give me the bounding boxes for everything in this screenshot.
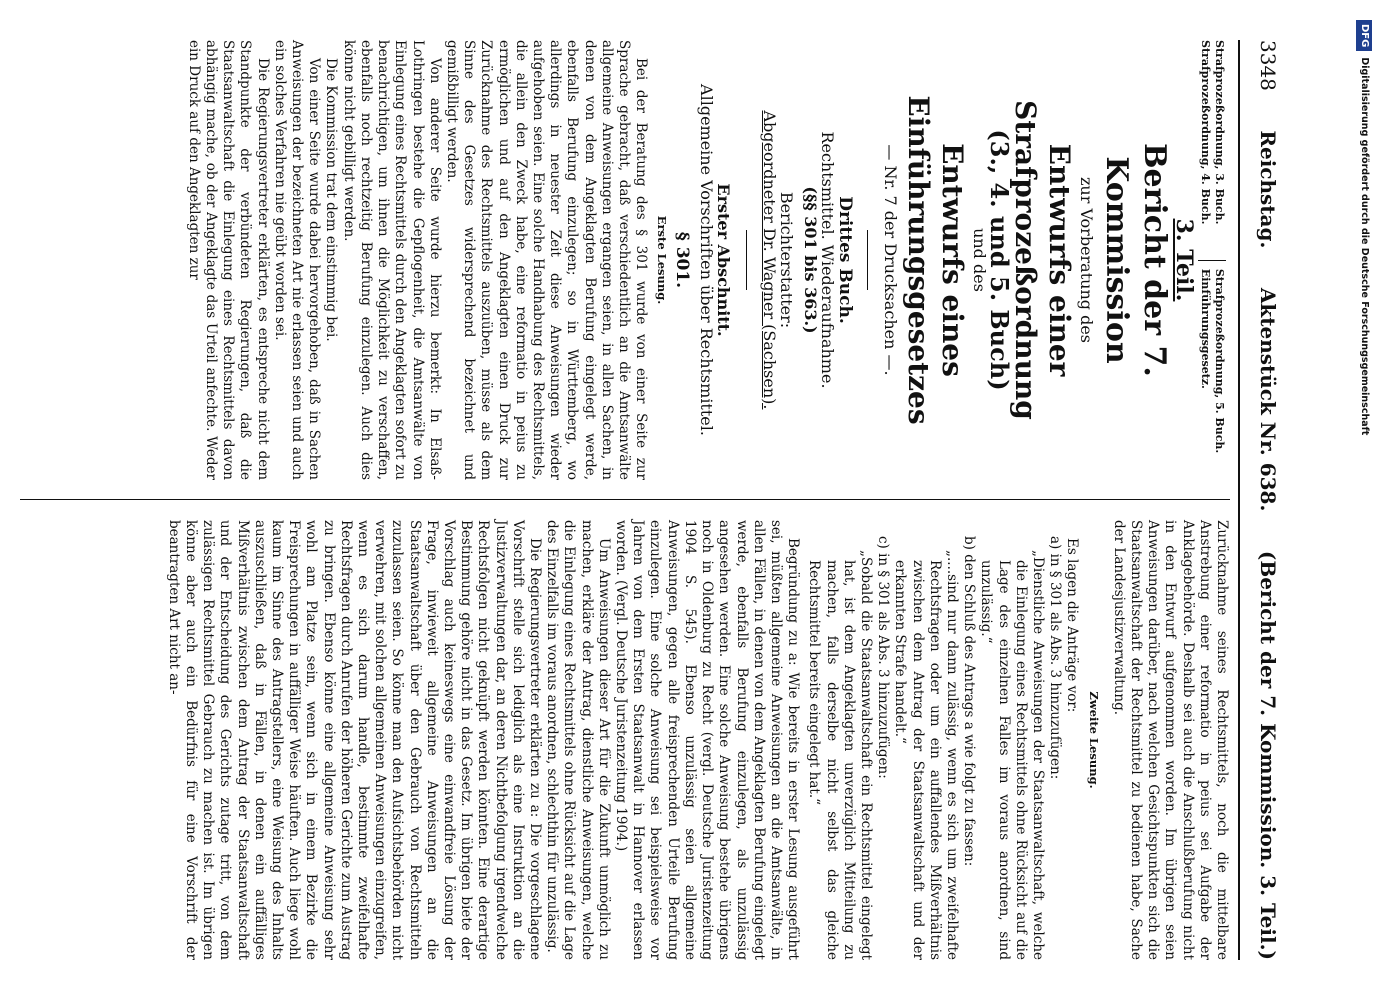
motion-a-label: a) in § 301 als Abs. 3 hinzuzufügen: bbox=[1047, 536, 1064, 780]
page-number: 3348 bbox=[1256, 40, 1280, 91]
draft-title-1: Entwurfs einer Strafprozeßordnung bbox=[1008, 100, 1076, 420]
motion-b-text: „....sind nur dann zulässig, wenn es sich um zweifelhafte Rechtsfragen oder um ein auffallendes Mißverhältnis zwischen dem Antrag der Staatsanwaltschaft und der erkannten Strafe handelt.“ bbox=[892, 550, 960, 960]
ref-item: Strafprozeßordnung, 3. Buch. bbox=[1213, 40, 1226, 225]
body-paragraph: Von einer Seite wurde dabei hervorgehoben, daß in Sachen Anweisungen der bezeichneten Art nie erlassen seien und auch ein solches Verfahren nie geübt worden sei. bbox=[271, 40, 323, 480]
body-paragraph: Zurücknahme seines Rechtsmittels, noch die mittelbare Anstrebung einer reformatio in peius sei Aufgabe der Anklagebehörde. Deshalb sei auch die Anschlußberufung nicht in den Entwurf aufgenommen worden. Im übrigen seien Anweisungen darüber, nach welchen Gesichtspunkten sich die Staatsanwaltschaft der Rechtsmittel zu bedienen habe, Sache der Landesjustizverwaltung. bbox=[1110, 520, 1230, 960]
book-subtitle: Rechtsmittel. Wiederaufnahme. bbox=[817, 131, 837, 389]
header-center: Aktenstück Nr. 638. bbox=[1256, 287, 1280, 512]
paragraph-heading: § 301. bbox=[671, 231, 692, 289]
header-right: (Bericht der 7. Kommission. 3. Teil.) bbox=[1256, 550, 1280, 960]
body-paragraph: Die Kommission trat dem einstimmig bei. bbox=[323, 58, 340, 342]
body-paragraph: Die Regierungsvertreter erklärten, es entspreche nicht dem Standpunkte der verbündeten Regierungen, daß die Staatsanwaltschaft die Einlegung eines Rechtsmittels davon abhängig mache, ob der Angeklagte das Urteil anfechte. Weder ein Druck auf den Angeklagten zur bbox=[185, 40, 271, 480]
part-heading: 3. Teil. bbox=[1171, 218, 1197, 302]
left-column bbox=[10, 40, 1230, 480]
ref-item: Einführungsgesetz. bbox=[1199, 268, 1212, 389]
divider bbox=[867, 230, 868, 290]
drucksachen-ref: — Nr. 7 der Drucksachen —. bbox=[881, 144, 901, 376]
cross-references bbox=[1198, 40, 1226, 480]
header-left: Reichstag. bbox=[1256, 130, 1280, 249]
reading-label: Zweite Lesung. bbox=[1086, 691, 1101, 789]
motion-c-label: c) in § 301 als Abs. 3 hinzuzufügen: bbox=[875, 536, 892, 779]
body-paragraph: Die Regierungsvertreter erklärten zu a: Die vorgeschlagene Vorschrift stelle sich lediglich als eine Instruktion an die Justizverwaltungen dar, an deren Nichtbefolgung irgendwelche Rechtsfolgen nicht geknüpft werden könnten. Eine derartige Bestimmung gehöre nicht in das Gesetz. Im übrigen biete der Vorschlag auch keineswegs eine einwandfreie Lösung der Frage, inwieweit allgemeine Anweisungen an die Staatsanwaltschaft über den Gebrauch von Rechtsmitteln zuzulassen seien. So könne man den Aufsichtsbehörden nicht verwehren, mit solchen allgemeinen Anweisungen einzugreifen, wenn es sich darum handle, bestimmte zweifelhafte Rechtsfragen durch Anrufen der höheren Gerichte zum Austrag zu bringen. Ebenso könne eine allgemeine Anweisung sehr wohl am Platze sein, wenn sich in einem Bezirke die Freisprechungen in auffälliger Weise häuften. Auch liege wohl kaum im Sinne des Antragstellers, eine Weisung des Inhalts auszuschließen, daß in Fällen, in denen ein auffälliges Mißverhältnis zwischen dem Antrag der Staatsanwaltschaft und der Entscheidung des Gerichts zutage tritt, von dem zulässigen Rechtsmittel Gebrauch zu machen ist. Im übrigen könne aber auch ein Bedürfnis für eine Vorschrift der beantragten Art nicht an- bbox=[165, 520, 544, 960]
divider bbox=[746, 230, 747, 290]
digitization-note: Digitalisierung gefördert durch die Deutsche Forschungsgemeinschaft bbox=[1359, 57, 1370, 436]
dfg-logo: DFG bbox=[1356, 20, 1372, 51]
title-zur: zur Vorberatung des bbox=[1076, 176, 1096, 344]
body-paragraph: Bei der Beratung des § 301 wurde von einer Seite zur Sprache gebracht, daß verschiedentlich an die Amtsanwälte allgemeine Anweisungen ergangen seien, in allen Sachen, in denen von dem Angeklagten Berufung eingelegt werde, ebenfalls Berufung einzulegen; so in Württemberg, wo allerdings in neuester Zeit diese Anweisungen wieder aufgehoben seien. Eine solche Handhabung des Rechtsmittels, die allein den Zweck habe, eine reformatio in peius zu ermöglichen und auf den Angeklagten einen Druck zur Zurücknahme des Rechtsmittels auszuüben, müsse als dem Sinne des Gesetzes widersprechend bezeichnet und gemißbilligt werden. bbox=[443, 40, 650, 480]
books-range: (3., 4. und 5. Buch) bbox=[984, 129, 1014, 391]
motions-intro: Es lagen die Anträge vor: bbox=[1064, 538, 1081, 713]
draft-title-2: Entwurfs eines Einführungsgesetzes bbox=[902, 95, 970, 425]
page-header bbox=[1246, 40, 1290, 960]
right-column bbox=[10, 520, 1230, 960]
reading-label: Erste Lesung. bbox=[655, 215, 670, 305]
rapporteur-label: Berichterstatter: bbox=[777, 191, 797, 329]
motion-c-text: „Sobald die Staatsanwaltschaft ein Rechtsmittel eingelegt hat, ist dem Angeklagten unverzüglich Mitteilung zu machen, falls derselbe nicht selbst das gleiche Rechtsmittel bereits eingelegt hat.“ bbox=[806, 550, 874, 960]
body-paragraph: Von anderer Seite wurde hierzu bemerkt: In Elsaß-Lothringen bestehe die Gepflogenheit, die Amtsanwälte von Einlegung eines Rechtsmittels durch den Angeklagten sofort zu benachrichtigen, um ihnen die Möglichkeit zu verschaffen, ebenfalls noch rechtzeitig Berufung einzulegen. Auch dies könne nicht gebilligt werden. bbox=[340, 40, 443, 480]
ref-item: Strafprozeßordnung, 5. Buch. bbox=[1213, 268, 1226, 454]
ref-item: Strafprozeßordnung, 4. Buch. bbox=[1199, 40, 1212, 225]
digitization-stamp bbox=[1355, 20, 1377, 980]
title-und: und des bbox=[970, 228, 990, 292]
body-paragraph: Um Anweisungen dieser Art für die Zukunft unmöglich zu machen, erkläre der Antrag, dienstliche Anweisungen, welche die Einlegung eines Rechtsmittels ohne Rücksicht auf die Lage des Einzelfalls im voraus anordnen, schlechthin für unzulässig. bbox=[544, 520, 612, 960]
section-subtitle: Allgemeine Vorschriften über Rechtsmittel. bbox=[696, 84, 716, 436]
paragraph-range: (§§ 301 bis 363.) bbox=[800, 186, 820, 334]
motion-b-label: b) den Schluß des Antrags a wie folgt zu fassen: bbox=[961, 536, 978, 867]
book-heading: Drittes Buch. bbox=[834, 196, 855, 324]
header-rule bbox=[1238, 40, 1240, 960]
section-heading: Erster Abschnitt. bbox=[713, 183, 733, 337]
report-title: Bericht der 7. Kommission bbox=[1098, 143, 1172, 377]
rapporteur-name: Abgeordneter Dr. Wagner (Sachsen). bbox=[760, 110, 780, 410]
motion-a-text: „Dienstliche Anweisungen der Staatsanwaltschaft, welche die Einlegung eines Rechtsmittels ohne Rücksicht auf die Lage des einzelnen Falles im voraus anordnen, sind unzulässig.“ bbox=[978, 550, 1046, 960]
body-paragraph: Begründung zu a: Wie bereits in erster Lesung ausgeführt sei, müßten allgemeine Anweisungen an die Amtsanwälte, in allen Fällen, in denen von dem Angeklagten Berufung eingelegt werde, ebenfalls Berufung einzulegen, als unzulässig angesehen werden. Eine solche Anweisung bestehe übrigens noch in Oldenburg zu Recht (vergl. Deutsche Juristenzeitung 1904 S. 545). Ebenso unzulässig seien allgemeine Anweisungen, gegen alle freisprechenden Urteile Berufung einzulegen. Eine solche Anweisung sei beispielsweise vor Jahren von dem Ersten Staatsanwalt in Hannover erlassen worden. (Vergl. Deutsche Juristenzeitung 1904.) bbox=[613, 520, 802, 960]
column-separator bbox=[20, 499, 1230, 500]
